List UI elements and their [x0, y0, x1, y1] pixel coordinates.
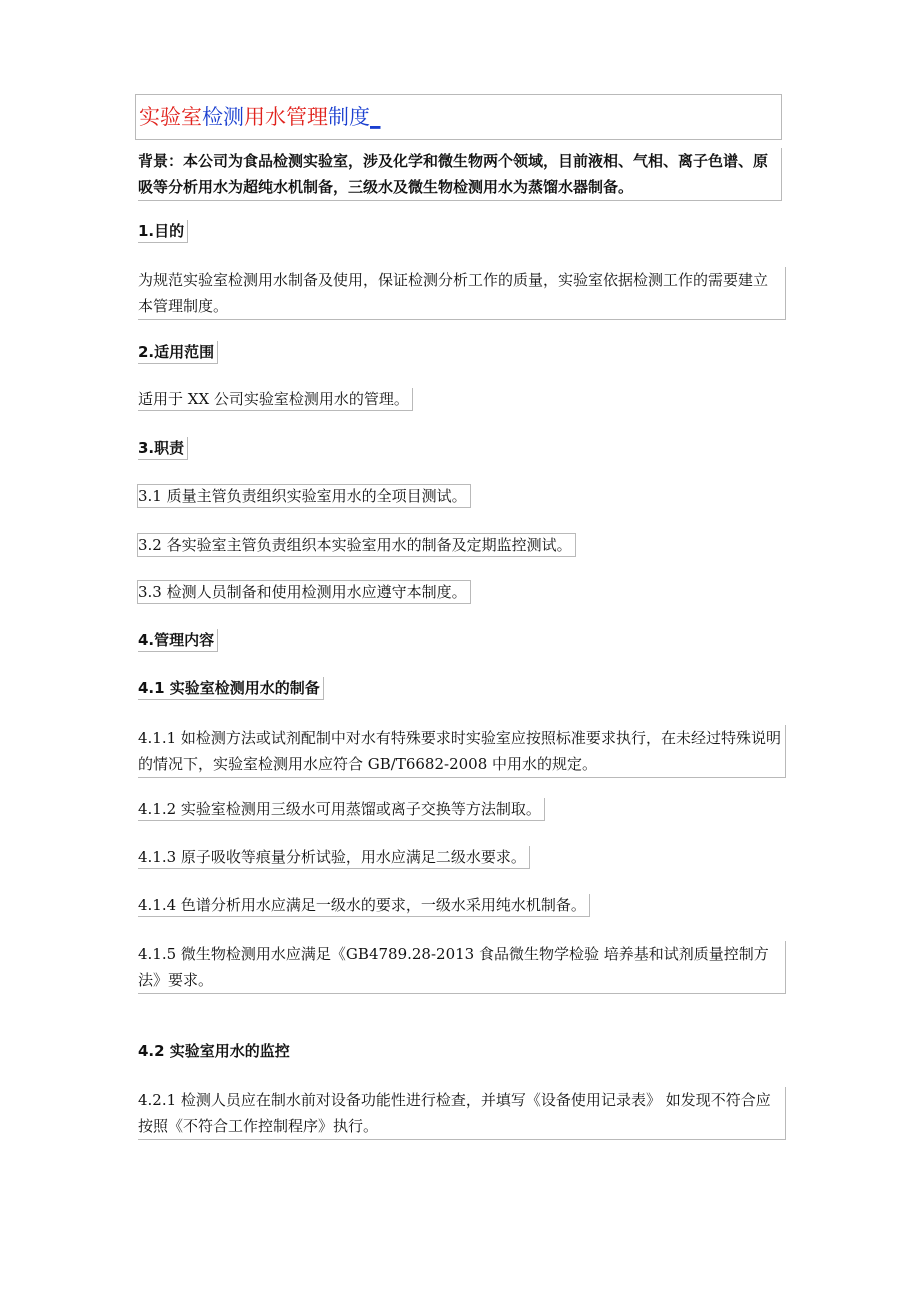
section-3-item: 3.3 检测人员制备和使用检测用水应遵守本制度。	[137, 580, 471, 604]
section-4-1-item: 4.1.4 色谱分析用水应满足一级水的要求，一级水采用纯水机制备。	[138, 894, 590, 917]
section-4-1-item: 4.1.1 如检测方法或试剂配制中对水有特殊要求时实验室应按照标准要求执行，在未经过特殊说明的情况下，实验室检测用水应符合 GB/T6682-2008 中用水的规定。	[138, 725, 786, 778]
section-4-2-item: 4.2.1 检测人员应在制水前对设备功能性进行检查，并填写《设备使用记录表》 如发现不符合应按照《不符合工作控制程序》执行。	[138, 1087, 786, 1140]
document-title	[139, 104, 381, 130]
title-part: _	[370, 105, 381, 129]
section-4-2-heading: 4.2 实验室用水的监控	[138, 1042, 290, 1060]
title-part: 水管理	[265, 105, 328, 129]
section-4-1-item: 4.1.5 微生物检测用水应满足《GB4789.28-2013 食品微生物学检验 培养基和试剂质量控制方法》要求。	[138, 941, 786, 994]
section-4-1-item: 4.1.2 实验室检测用三级水可用蒸馏或离子交换等方法制取。	[138, 798, 545, 821]
title-part: 实验室	[139, 105, 202, 129]
section-2-heading: 2.适用范围	[138, 341, 218, 364]
title-part: 检测	[202, 105, 244, 129]
section-1-text: 为规范实验室检测用水制备及使用，保证检测分析工作的质量，实验室依据检测工作的需要建立本管理制度。	[138, 267, 786, 320]
section-1-heading: 1.目的	[138, 220, 188, 243]
section-4-1-item: 4.1.3 原子吸收等痕量分析试验，用水应满足二级水要求。	[138, 846, 530, 869]
title-part: 用	[244, 105, 265, 129]
section-3-heading: 3.职责	[138, 437, 188, 460]
section-2-text: 适用于 XX 公司实验室检测用水的管理。	[138, 388, 413, 411]
background-paragraph: 背景：本公司为食品检测实验室，涉及化学和微生物两个领域，目前液相、气相、离子色谱、原吸等分析用水为超纯水机制备，三级水及微生物检测用水为蒸馏水器制备。	[138, 148, 782, 201]
title-box	[135, 94, 782, 140]
title-part: 制度	[328, 105, 370, 129]
section-4-heading: 4.管理内容	[138, 629, 218, 652]
section-4-1-heading: 4.1 实验室检测用水的制备	[138, 677, 324, 700]
section-3-item: 3.2 各实验室主管负责组织本实验室用水的制备及定期监控测试。	[137, 533, 576, 557]
section-3-item: 3.1 质量主管负责组织实验室用水的全项目测试。	[137, 484, 471, 508]
